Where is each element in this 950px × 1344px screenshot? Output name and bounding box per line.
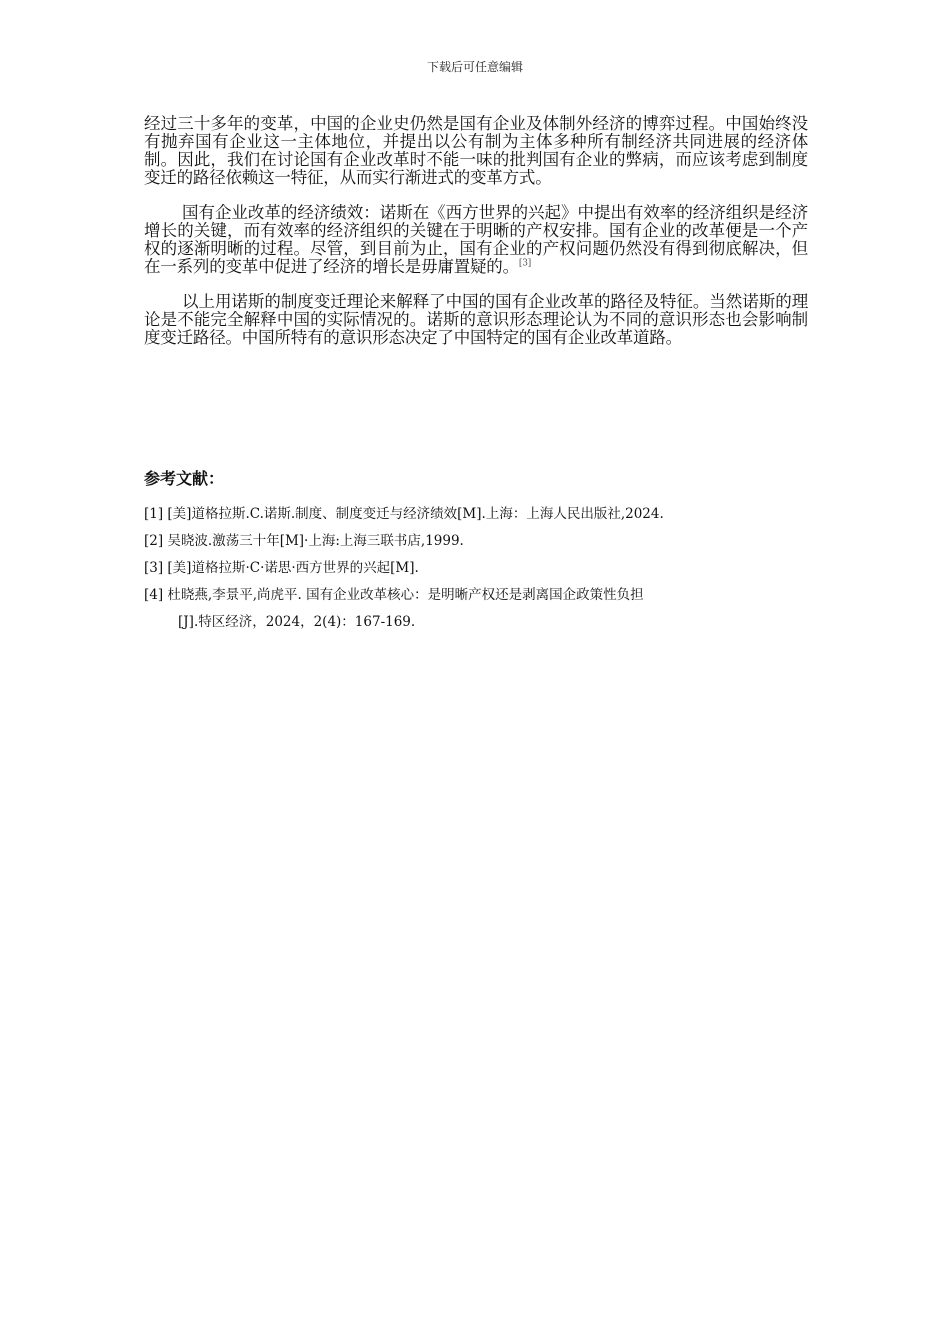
body-text <box>144 115 808 364</box>
reference-item <box>144 586 824 631</box>
references-list <box>144 505 824 640</box>
paragraph-1: 经过三十多年的变革，中国的企业史仍然是国有企业及体制外经济的博弈过程。中国始终没有抛弃国有企业这一主体地位，并提出以公有制为主体多种所有制经济共同进展的经济体制。因此，我们在讨论国有企业改革时不能一味的批判国有企业的弊病，而应该考虑到制度变迁的路径依赖这一特征，从而实行渐进式的变革方式。 <box>144 114 808 187</box>
reference-item-text: [4] 杜晓燕,李景平,尚虎平. 国有企业改革核心：是明晰产权还是剥离国企政策性负担 <box>144 587 644 603</box>
paragraph-2-text: 国有企业改革的经济绩效：诺斯在《西方世界的兴起》中提出有效率的经济组织是经济增长的关键，而有效率的经济组织的关键在于明晰的产权安排。国有企业的改革便是一个产权的逐渐明晰的过程。尽管，到目前为止，国有企业的产权问题仍然没有得到彻底解决，但在一系列的变革中促进了经济的增长是毋庸置疑的。 <box>144 203 808 276</box>
reference-item-continuation: [J].特区经济，2024，2(4)：167-169. <box>178 614 416 630</box>
references-title: 参考文献： <box>144 469 225 488</box>
reference-item: [1] [美]道格拉斯.C.诺斯.制度、制度变迁与经济绩效[M].上海：上海人民出版社,2024. <box>144 506 664 522</box>
paragraph-2 <box>144 204 808 276</box>
reference-item: [3] [美]道格拉斯·C·诺思·西方世界的兴起[M]. <box>144 560 419 576</box>
paragraph-3: 以上用诺斯的制度变迁理论来解释了中国的国有企业改革的路径及特征。当然诺斯的理论是不能完全解释中国的实际情况的。诺斯的意识形态理论认为不同的意识形态也会影响制度变迁路径。中国所特有的意识形态决定了中国特定的国有企业改革道路。 <box>144 292 808 347</box>
citation-marker: [3] <box>518 258 532 269</box>
reference-item: [2] 吴晓波.激荡三十年[M]·上海:上海三联书店,1999. <box>144 533 464 549</box>
page-header: 下载后可任意编辑 <box>426 60 523 74</box>
